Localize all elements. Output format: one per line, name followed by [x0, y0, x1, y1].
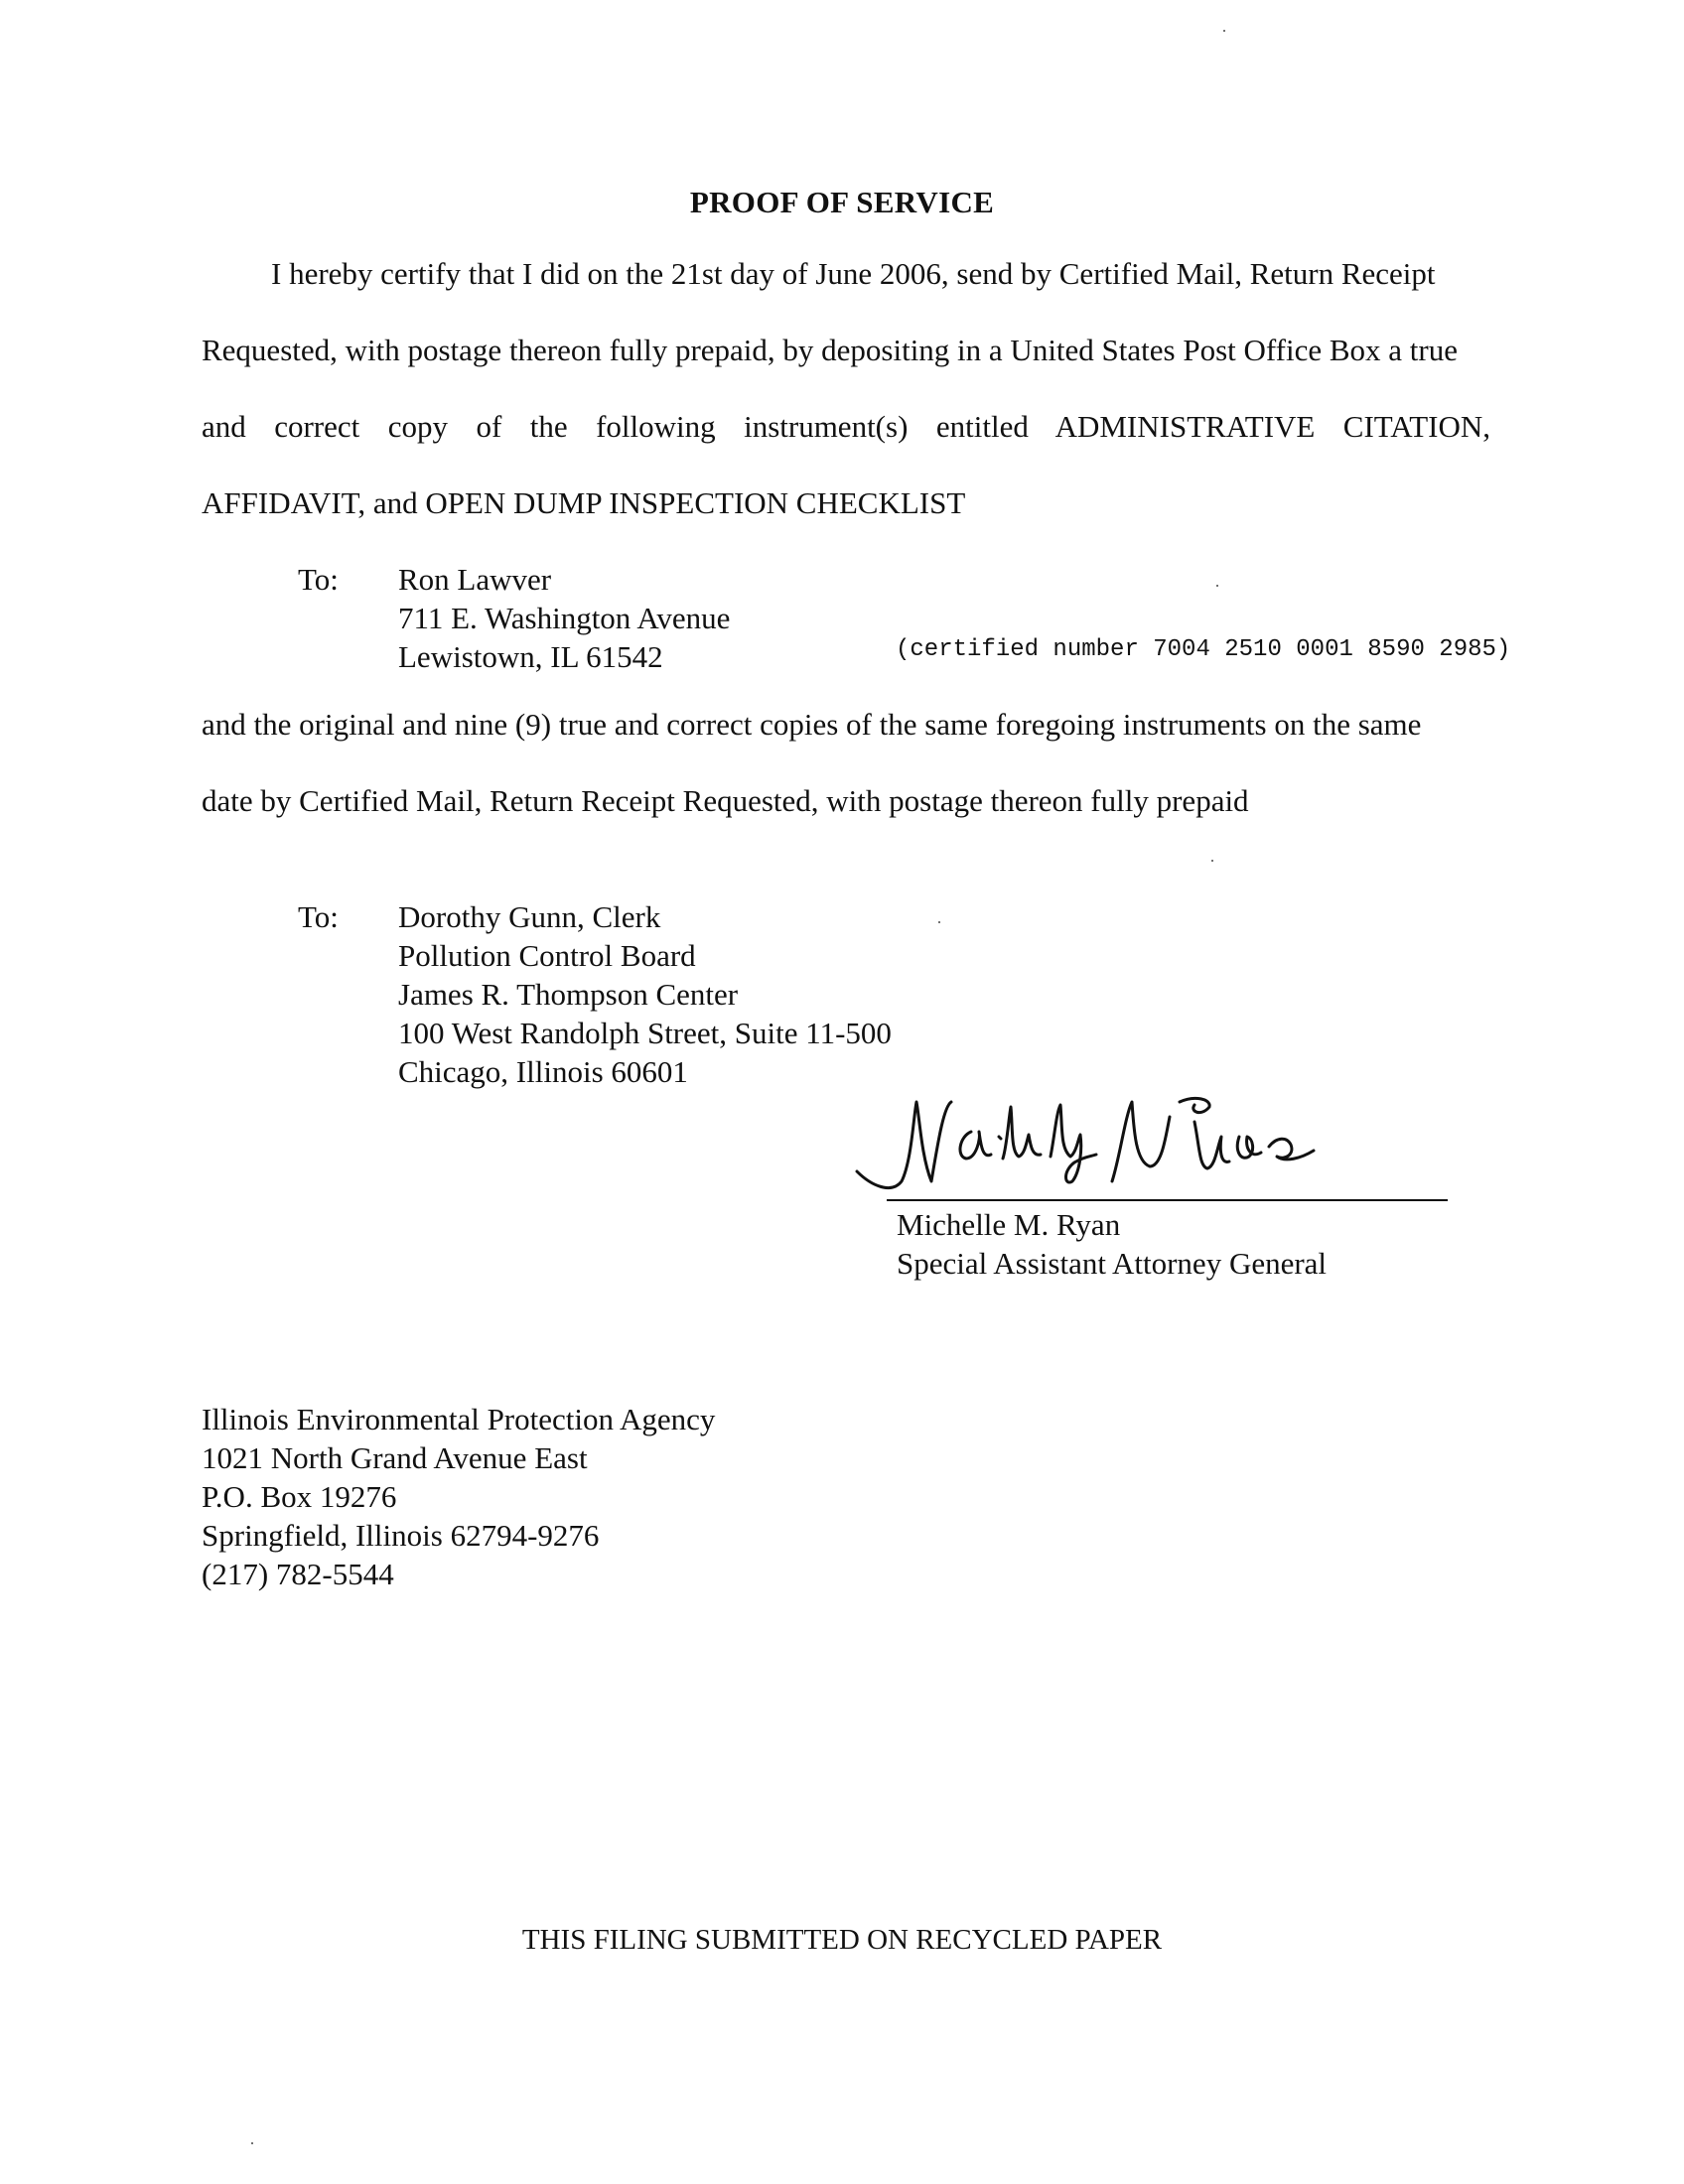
paragraph-line: I hereby certify that I did on the 21st day of June 2006, send by Certified Mail, Return Receipt [271, 256, 1436, 291]
recipient-building: James R. Thompson Center [398, 977, 739, 1012]
scan-speck [1216, 585, 1218, 587]
signer-name: Michelle M. Ryan [897, 1207, 1121, 1242]
recipient-name: Ron Lawver [398, 562, 552, 597]
agency-city: Springfield, Illinois 62794-9276 [202, 1518, 600, 1553]
scan-speck [1223, 30, 1225, 32]
recipient-city: Chicago, Illinois 60601 [398, 1054, 688, 1089]
to-label: To: [298, 899, 339, 934]
agency-address [202, 1400, 715, 1593]
paragraph-line: Requested, with postage thereon fully prepaid, by depositing in a United States Post Office Box a true [202, 333, 1459, 367]
recipient-org: Pollution Control Board [398, 938, 696, 973]
paragraph-line: and the original and nine (9) true and correct copies of the same foregoing instruments on the same [202, 707, 1422, 742]
agency-phone: (217) 782-5544 [202, 1557, 394, 1591]
paragraph-line: date by Certified Mail, Return Receipt Requested, with postage thereon fully prepaid [202, 783, 1249, 818]
recipient-street: 100 West Randolph Street, Suite 11-500 [398, 1016, 892, 1050]
recipient-name: Dorothy Gunn, Clerk [398, 899, 661, 934]
scan-speck [251, 2142, 253, 2144]
scan-speck [938, 921, 940, 923]
recipient-city: Lewistown, IL 61542 [398, 639, 663, 674]
paragraph-line: and correct copy of the following instrument(s) entitled ADMINISTRATIVE CITATION, [202, 409, 1490, 444]
to-label: To: [298, 562, 339, 597]
agency-po-box: P.O. Box 19276 [202, 1479, 397, 1514]
scan-speck [1211, 860, 1213, 862]
copies-paragraph [202, 707, 1490, 826]
handwritten-signature [852, 1077, 1448, 1206]
agency-street: 1021 North Grand Avenue East [202, 1440, 588, 1475]
signer-block [897, 1205, 1327, 1283]
signer-title: Special Assistant Attorney General [897, 1246, 1328, 1281]
recipient-street: 711 E. Washington Avenue [398, 601, 731, 635]
recycled-paper-notice: THIS FILING SUBMITTED ON RECYCLED PAPER [521, 1924, 1163, 1956]
certification-paragraph [202, 256, 1490, 534]
signature-line [887, 1199, 1448, 1201]
page-title: PROOF OF SERVICE [689, 185, 995, 219]
agency-name: Illinois Environmental Protection Agency [202, 1402, 716, 1436]
paragraph-line: AFFIDAVIT, and OPEN DUMP INSPECTION CHECKLIST [202, 485, 966, 520]
certified-number: (certified number 7004 2510 0001 8590 2985) [896, 636, 1511, 663]
